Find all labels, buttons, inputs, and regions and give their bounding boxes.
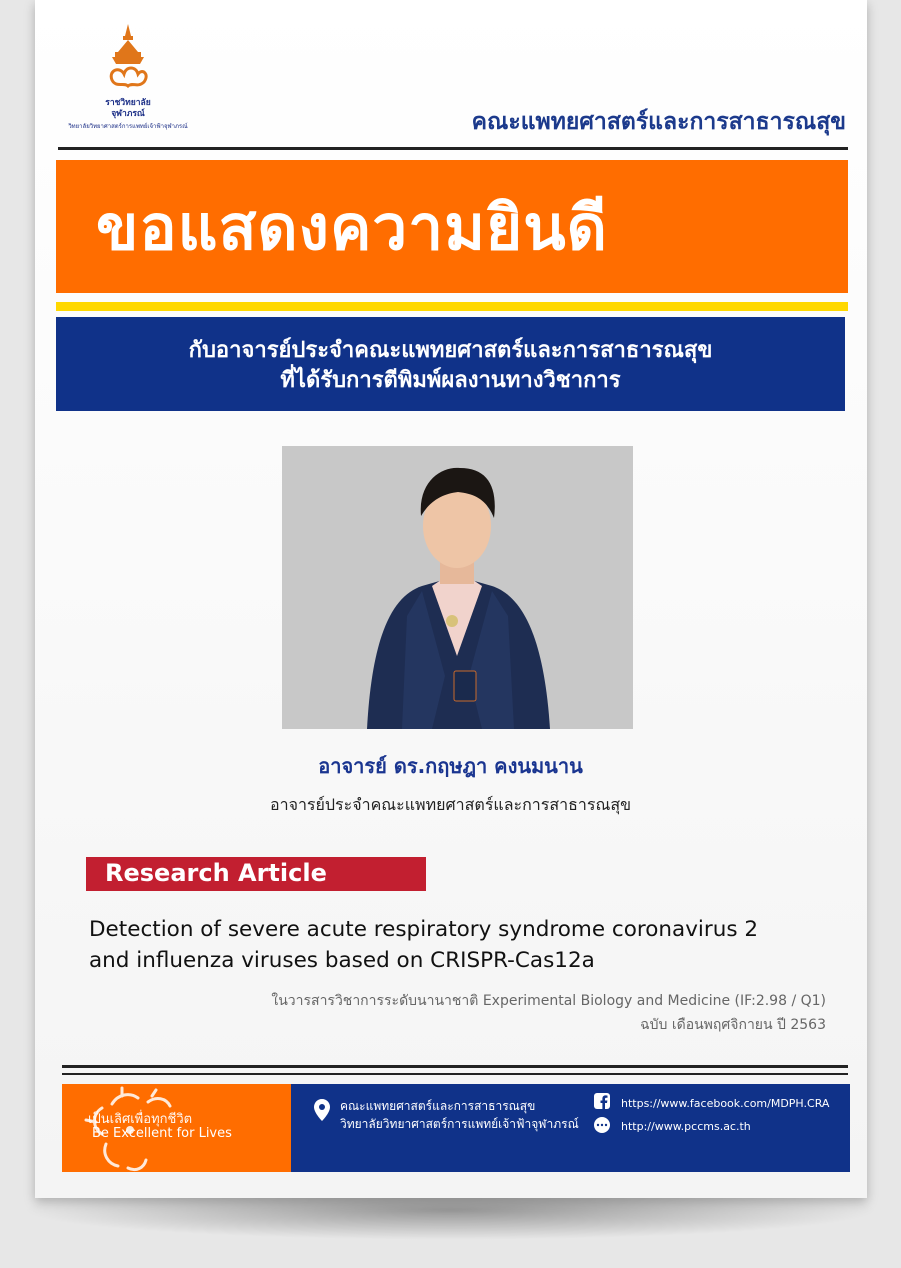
issue-info: ฉบับ เดือนพฤศจิกายน ปี 2563 <box>640 1017 826 1033</box>
portrait-photo <box>282 446 633 729</box>
article-type-tag <box>86 857 426 891</box>
person-name: อาจารย์ ดร.กฤษฎา คงนมนาน <box>318 754 583 778</box>
footer-divider-top <box>62 1065 848 1068</box>
logo-name-line3: วิทยาลัยวิทยาศาสตร์การแพทย์เจ้าฟ้าจุฬาภรณ์ <box>68 123 188 130</box>
article-title-line2: and influenza viruses based on CRISPR-Cas12a <box>89 948 595 973</box>
subtitle-line1: กับอาจารย์ประจำคณะแพทยศาสตร์และการสาธารณสุข <box>188 338 713 363</box>
facebook-link[interactable]: https://www.facebook.com/MDPH.CRA <box>621 1097 830 1110</box>
facebook-icon <box>594 1093 610 1109</box>
person-position: อาจารย์ประจำคณะแพทยศาสตร์และการสาธารณสุข <box>269 795 632 814</box>
slogan-thai: เป็นเลิศเพื่อทุกชีวิต <box>88 1112 193 1127</box>
footer-divider-bottom <box>62 1073 848 1075</box>
article-title-line1: Detection of severe acute respiratory syndrome coronavirus 2 <box>89 917 759 942</box>
university-logo <box>58 22 198 134</box>
crown-emblem-icon <box>102 22 154 94</box>
article-type-label: Research Article <box>105 859 327 887</box>
slogan-english: Be Excellent for Lives <box>92 1126 232 1141</box>
journal-info: ในวารสารวิชาการระดับนานาชาติ Experimental Biology and Medicine (IF:2.98 / Q1) <box>271 993 826 1009</box>
logo-name-line1: ราชวิทยาลัย <box>105 98 151 108</box>
subtitle-line2: ที่ได้รับการตีพิมพ์ผลงานทางวิชาการ <box>280 368 621 393</box>
address-line1: คณะแพทยศาสตร์และการสาธารณสุข <box>340 1099 536 1113</box>
faculty-heading: คณะแพทยศาสตร์และการสาธารณสุข <box>471 109 846 135</box>
address-line2: วิทยาลัยวิทยาศาสตร์การแพทย์เจ้าฟ้าจุฬาภรณ์ <box>340 1117 579 1131</box>
congratulations-headline: ขอแสดงความยินดี <box>96 191 608 264</box>
accent-stripe <box>56 302 848 311</box>
logo-name-line2: จุฬาภรณ์ <box>111 109 145 119</box>
globe-icon <box>593 1116 611 1134</box>
website-link[interactable]: http://www.pccms.ac.th <box>621 1120 751 1133</box>
header-divider <box>58 147 848 150</box>
location-pin-icon <box>314 1099 330 1121</box>
